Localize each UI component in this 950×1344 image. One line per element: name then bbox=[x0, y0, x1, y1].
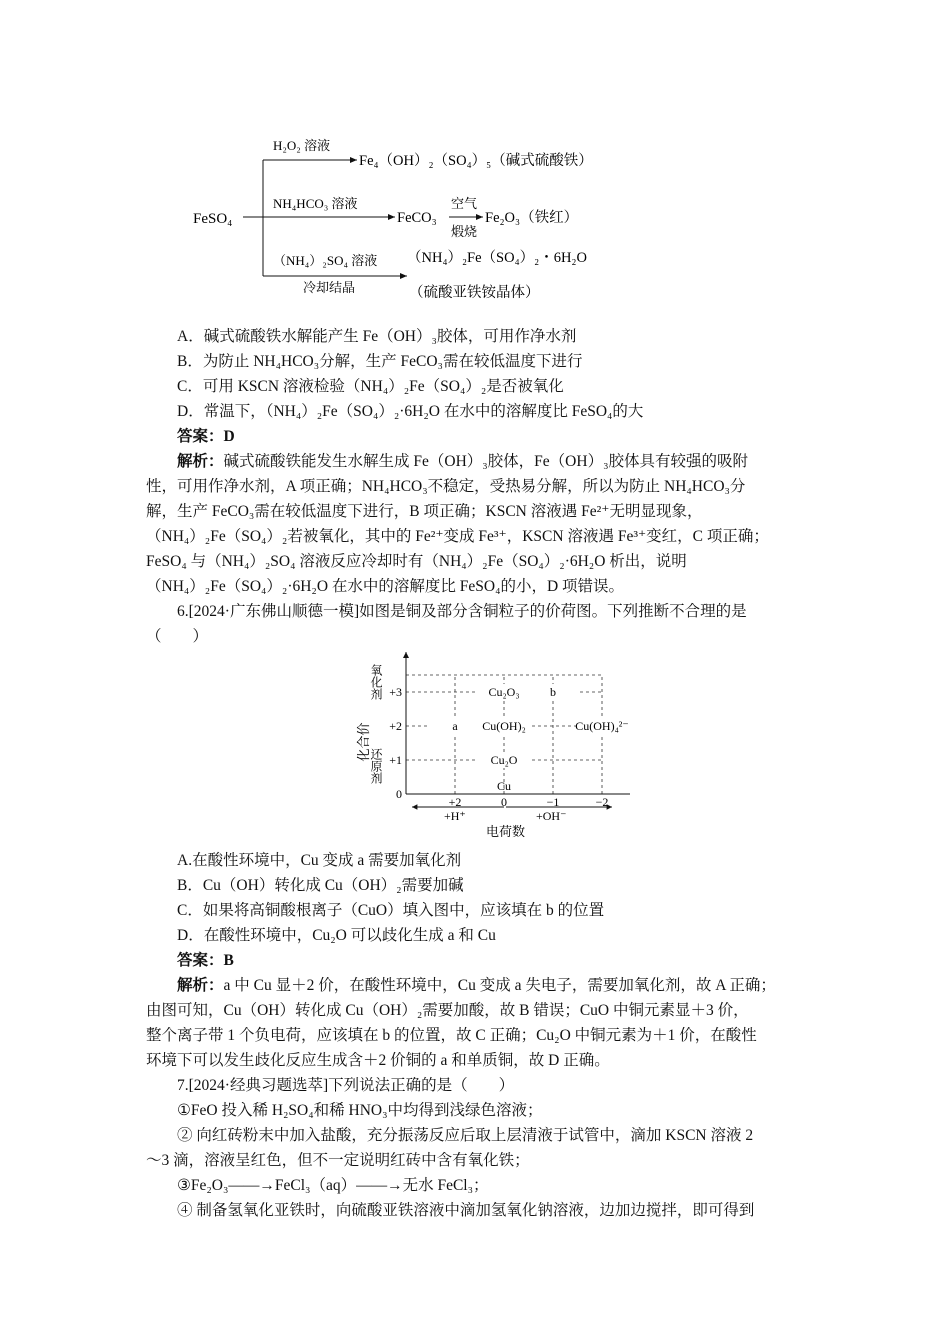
x-tick-label: 0 bbox=[501, 795, 507, 809]
oh-minus-label: +OH⁻ bbox=[536, 809, 567, 823]
q7-stem: 7.[2024·经典习题选萃]下列说法正确的是（ ） bbox=[177, 1077, 515, 1094]
q6-answer: 答案：B bbox=[177, 952, 234, 969]
q5-exp-text-1: 碱式硫酸铁能发生水解生成 Fe（OH）₃胶体，Fe（OH）₃胶体具有较强的吸附 bbox=[223, 453, 748, 470]
flow-start: FeSO₄ bbox=[193, 211, 233, 227]
chart-y-label: 化合价 bbox=[356, 722, 371, 762]
q6-option-d: D．在酸性环境中，Cu₂O 可以歧化生成 a 和 Cu bbox=[177, 927, 496, 944]
chart-point-b: b bbox=[550, 685, 556, 699]
h-plus-label: +H⁺ bbox=[444, 809, 466, 823]
q6-stem-2: （ ） bbox=[146, 628, 209, 645]
chart-point-Cu₂O: Cu₂O bbox=[490, 753, 518, 767]
q6-option-b: B．Cu（OH）转化成 Cu（OH）₂需要加碱 bbox=[177, 877, 464, 894]
y-tick-label: +3 bbox=[389, 685, 402, 699]
q6-exp-text-1: a 中 Cu 显＋2 价，在酸性环境中，Cu 变成 a 失电子，需要加氧化剂，故 A 正确； bbox=[223, 977, 776, 994]
q6-explanation-3: 整个离子带 1 个负电荷，应该填在 b 的位置，故 C 正确；Cu₂O 中铜元素为＋1 价，在酸性 bbox=[146, 1027, 757, 1044]
q7-statement-3: ③Fe₂O₃——→FeCl₃（aq）——→无水 FeCl₃； bbox=[177, 1177, 489, 1194]
q5-explanation-4: （NH₄）₂Fe（SO₄）₂若被氧化，其中的 Fe²⁺变成 Fe³⁺，KSCN 溶液遇 Fe³⁺变红，C 项正确； bbox=[146, 528, 769, 545]
q5-explanation-3: 解，生产 FeCO₃需在较低温度下进行，B 项正确；KSCN 溶液遇 Fe²⁺无明显现象， bbox=[146, 503, 703, 520]
q7-statement-1: ①FeO 投入稀 H₂SO₄和稀 HNO₃中均得到浅绿色溶液； bbox=[177, 1102, 543, 1119]
flow-r3-product: （NH₄）₂Fe（SO₄）₂・6H₂O bbox=[407, 250, 587, 266]
flow-r2-cond-bottom: 煅烧 bbox=[451, 224, 478, 239]
flow-r1-product: Fe₄（OH）₂（SO₄）₅（碱式硫酸铁） bbox=[359, 153, 593, 169]
flow-r1-reagent: H₂O₂ 溶液 bbox=[273, 138, 331, 153]
q5-explanation-2: 性，可用作净水剂，A 项正确；NH₄HCO₃不稳定，受热易分解，所以为防止 NH₄HCO₃分 bbox=[146, 478, 746, 495]
chart-point-a: a bbox=[452, 719, 458, 733]
flow-r3-product-name: （硫酸亚铁铵晶体） bbox=[409, 285, 540, 301]
q6-stem-1: 6.[2024·广东佛山顺德一模]如图是铜及部分含铜粒子的价荷图。下列推断不合理的是 bbox=[177, 603, 747, 620]
chart-y-upper-label: 氧化剂 bbox=[369, 664, 383, 700]
flow-r2-product: Fe₂O₃（铁红） bbox=[485, 210, 579, 226]
q5-option-d: D．常温下，（NH₄）₂Fe（SO₄）₂·6H₂O 在水中的溶解度比 FeSO₄的大 bbox=[177, 403, 644, 420]
y-tick-label: +1 bbox=[389, 753, 402, 767]
q7-statement-2b: ～3 滴，溶液呈红色，但不一定说明红砖中含有氧化铁； bbox=[146, 1152, 530, 1169]
y-tick-label: 0 bbox=[396, 787, 402, 801]
flow-r3-cond: 冷却结晶 bbox=[303, 280, 356, 295]
q6-explanation-4: 环境下可以发生歧化反应生成含＋2 价铜的 a 和单质铜，故 D 正确。 bbox=[146, 1052, 610, 1069]
q5-explanation-5: FeSO₄ 与（NH₄）₂SO₄ 溶液反应冷却时有（NH₄）₂Fe（SO₄）₂·6H₂O 析出，说明 bbox=[146, 553, 687, 570]
q7-statement-4: ④ 制备氢氧化亚铁时，向硫酸亚铁溶液中滴加氢氧化钠溶液，边加边搅拌，即可得到 bbox=[177, 1202, 755, 1219]
q6-explanation-1 bbox=[177, 976, 776, 996]
q7-statement-2a: ② 向红砖粉末中加入盐酸，充分振荡反应后取上层清液于试管中，滴加 KSCN 溶液 2 bbox=[177, 1127, 754, 1144]
q5-explanation-6: （NH₄）₂Fe（SO₄）₂·6H₂O 在水中的溶解度比 FeSO₄的小，D 项错误。 bbox=[146, 578, 625, 595]
chart-point-Cu: Cu bbox=[496, 779, 512, 793]
flow-r3-reagent: （NH₄）₂SO₄ 溶液 bbox=[273, 253, 378, 268]
x-tick-label: −1 bbox=[546, 795, 560, 809]
chart-point-Cu₂O₃: Cu₂O₃ bbox=[488, 685, 520, 699]
chart-x-label: 电荷数 bbox=[486, 824, 526, 839]
x-tick-label: −2 bbox=[595, 795, 609, 809]
flow-r2-mid: FeCO₃ bbox=[397, 210, 437, 226]
q5-exp-label: 解析： bbox=[177, 453, 224, 470]
y-tick-label: +2 bbox=[389, 719, 402, 733]
chart-y-lower-label: 还原剂 bbox=[369, 748, 383, 784]
chart-point-Cu(OH)₂: Cu(OH)₂ bbox=[482, 719, 526, 733]
x-tick-label: +2 bbox=[448, 795, 462, 809]
q5-option-b: B．为防止 NH₄HCO₃分解，生产 FeCO₃需在较低温度下进行 bbox=[177, 353, 583, 370]
q5-answer: 答案：D bbox=[177, 428, 235, 445]
flow-r2-reagent: NH₄HCO₃ 溶液 bbox=[273, 196, 358, 211]
q5-option-a: A．碱式硫酸铁水解能产生 Fe（OH）₃胶体，可用作净水剂 bbox=[177, 328, 577, 345]
q6-option-a: A.在酸性环境中，Cu 变成 a 需要加氧化剂 bbox=[177, 852, 462, 869]
q5-explanation-1 bbox=[177, 452, 748, 472]
q6-option-c: C．如果将高铜酸根离子（CuO）填入图中，应该填在 b 的位置 bbox=[177, 902, 605, 919]
q6-exp-label: 解析： bbox=[177, 977, 224, 994]
q6-explanation-2: 由图可知，Cu（OH）转化成 Cu（OH）₂需要加酸，故 B 错误；CuO 中铜元素显＋3 价， bbox=[146, 1002, 749, 1019]
flow-r2-cond-top: 空气 bbox=[451, 196, 478, 211]
valence-charge-chart bbox=[340, 648, 660, 840]
q5-option-c: C．可用 KSCN 溶液检验（NH₄）₂Fe（SO₄）₂是否被氧化 bbox=[177, 378, 564, 395]
chart-point-Cu(OH)₄²⁻: Cu(OH)₄²⁻ bbox=[575, 719, 629, 733]
reaction-flow-diagram bbox=[185, 128, 645, 310]
